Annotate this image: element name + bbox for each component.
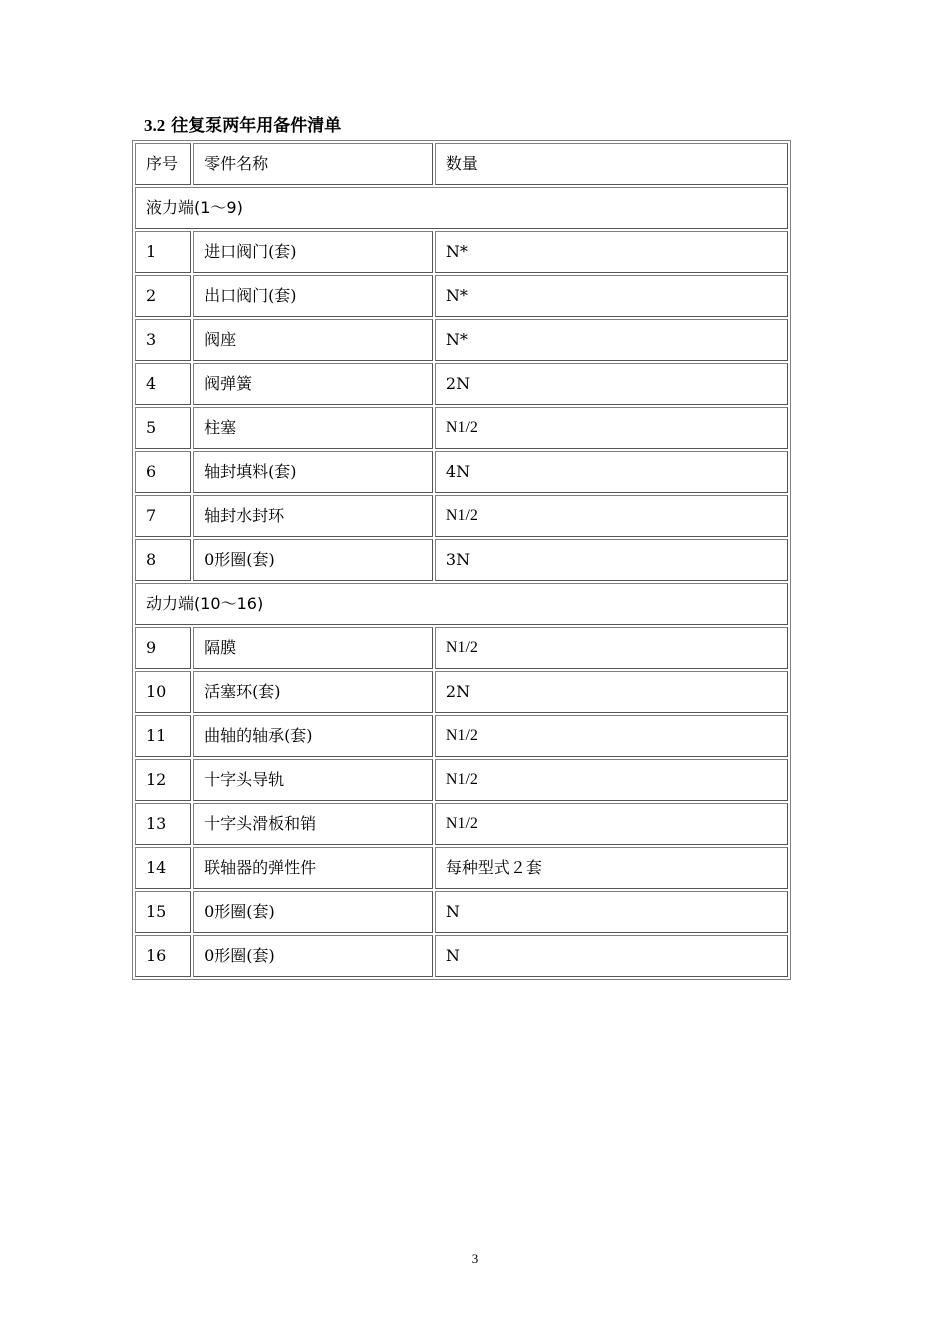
table-row (135, 847, 788, 889)
table-row (135, 759, 788, 801)
table-row (135, 495, 788, 537)
row-part-name: 十字头滑板和销 (193, 803, 433, 845)
row-quantity: N1/2 (435, 759, 788, 801)
row-number: 11 (135, 715, 191, 757)
row-quantity: N* (435, 275, 788, 317)
row-number: 9 (135, 627, 191, 669)
section-label: 液力端(1～9) (135, 187, 788, 229)
table-row (135, 803, 788, 845)
row-number: 8 (135, 539, 191, 581)
row-quantity: N1/2 (435, 495, 788, 537)
row-quantity: 2N (435, 363, 788, 405)
row-part-name: 阀座 (193, 319, 433, 361)
section-title-text: 往复泵两年用备件清单 (171, 116, 342, 136)
row-part-name: 0形圈(套) (193, 539, 433, 581)
row-part-name: 轴封填料(套) (193, 451, 433, 493)
row-number: 6 (135, 451, 191, 493)
section-number: 3.2 (144, 116, 166, 135)
row-part-name: 曲轴的轴承(套) (193, 715, 433, 757)
table-row (135, 407, 788, 449)
header-cell-number: 序号 (135, 143, 191, 185)
table-row (135, 363, 788, 405)
table-row (135, 627, 788, 669)
row-number: 16 (135, 935, 191, 977)
row-quantity: N* (435, 231, 788, 273)
row-part-name: 柱塞 (193, 407, 433, 449)
row-part-name: 进口阀门(套) (193, 231, 433, 273)
row-quantity: N1/2 (435, 627, 788, 669)
section-row-power-end (135, 583, 788, 625)
table-row (135, 715, 788, 757)
row-quantity: N1/2 (435, 715, 788, 757)
row-quantity: 2N (435, 671, 788, 713)
row-quantity: N1/2 (435, 407, 788, 449)
table-row (135, 319, 788, 361)
table-row (135, 671, 788, 713)
row-part-name: 轴封水封环 (193, 495, 433, 537)
page-number: 3 (471, 1251, 479, 1266)
row-part-name: 十字头导轨 (193, 759, 433, 801)
row-quantity: 每种型式２套 (435, 847, 788, 889)
document-section-title (144, 114, 341, 138)
table-header-row (135, 143, 788, 185)
row-quantity: 4N (435, 451, 788, 493)
row-number: 13 (135, 803, 191, 845)
row-quantity: N (435, 935, 788, 977)
row-number: 2 (135, 275, 191, 317)
row-part-name: 活塞环(套) (193, 671, 433, 713)
row-part-name: 0形圈(套) (193, 935, 433, 977)
row-number: 12 (135, 759, 191, 801)
row-number: 3 (135, 319, 191, 361)
table-row (135, 275, 788, 317)
row-number: 14 (135, 847, 191, 889)
row-number: 4 (135, 363, 191, 405)
table-row (135, 451, 788, 493)
row-part-name: 阀弹簧 (193, 363, 433, 405)
row-number: 1 (135, 231, 191, 273)
row-number: 15 (135, 891, 191, 933)
row-number: 7 (135, 495, 191, 537)
row-part-name: 出口阀门(套) (193, 275, 433, 317)
row-quantity: 3N (435, 539, 788, 581)
table-row (135, 231, 788, 273)
header-cell-part-name: 零件名称 (193, 143, 433, 185)
row-quantity: N* (435, 319, 788, 361)
section-row-hydraulic-end (135, 187, 788, 229)
section-label: 动力端(10～16) (135, 583, 788, 625)
row-part-name: 联轴器的弹性件 (193, 847, 433, 889)
row-part-name: 隔膜 (193, 627, 433, 669)
row-quantity: N (435, 891, 788, 933)
row-part-name: 0形圈(套) (193, 891, 433, 933)
row-number: 10 (135, 671, 191, 713)
table-row (135, 539, 788, 581)
row-quantity: N1/2 (435, 803, 788, 845)
row-number: 5 (135, 407, 191, 449)
spare-parts-table (132, 140, 791, 980)
table-row (135, 891, 788, 933)
table-row (135, 935, 788, 977)
header-cell-quantity: 数量 (435, 143, 788, 185)
